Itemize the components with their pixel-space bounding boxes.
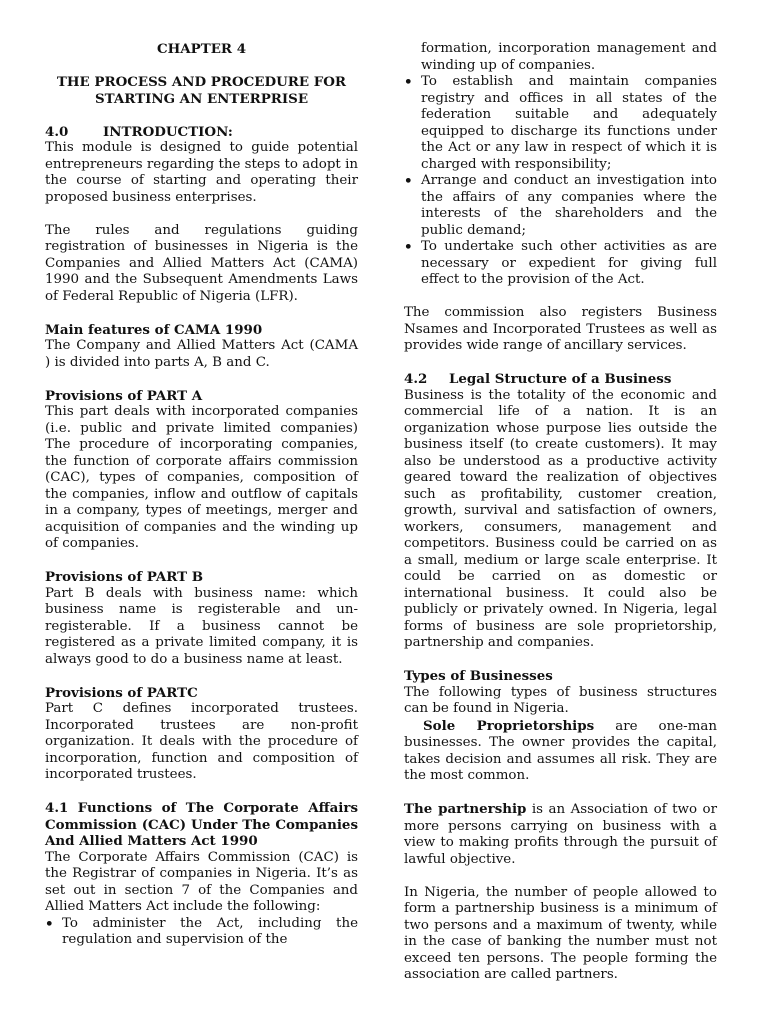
commission-paragraph: The commission also registers Business Nsames and Incorporated Trustees as well as provides wide range of ancillary services. xyxy=(404,305,717,353)
sole-proprietorship-term: Sole Proprietorships xyxy=(423,717,595,734)
sole-proprietorship-text: are one-man businesses. The owner provides the capital, takes decision and assumes all risk. They are the most common. xyxy=(404,718,717,783)
chapter-title-line2: STARTING AN ENTERPRISE xyxy=(94,90,309,107)
intro-number: 4.0 xyxy=(45,123,69,140)
cac-functions-heading: 4.1 Functions of The Corporate Affairs Commission (CAC) Under The Companies And Allied Matters Act 1990 xyxy=(45,800,358,849)
cac-bullet-2: • To establish and maintain companies registry and offices in all states of the federation suitable and adequately equipped to discharge its functions under the Act or any law in respect of which it is charged with responsibility; xyxy=(404,74,717,173)
part-c-paragraph: Part C defines incorporated trustees. Incorporated trustees are non-profit organization. It deals with the procedure of incorporation, function and composition of incorporated trustees. xyxy=(45,701,358,782)
sole-proprietorship-paragraph xyxy=(404,718,717,785)
types-paragraph: The following types of business structures can be found in Nigeria. xyxy=(404,684,717,716)
cac-functions-list xyxy=(45,916,358,949)
legal-structure-paragraph: Business is the totality of the economic and commercial life of a nation. It is an organization whose purpose lies outside the business itself (to create customers). It may also be understood as a productive activity geared toward the realization of objectives such as profitability, customer creation, growth, survival and satisfaction of owners, workers, consumers, management and competitors. Business could be carried on as a small, medium or large scale enterprise. It could be carried on as domestic or international business. It could also be publicly or privately owned. In Nigeria, legal forms of business are sole proprietorship, partnership and companies. xyxy=(404,387,717,650)
intro-heading xyxy=(45,124,358,141)
partnership-paragraph xyxy=(404,801,717,868)
legal-structure-heading xyxy=(404,371,717,388)
chapter-label: CHAPTER 4 xyxy=(156,41,247,57)
legal-structure-number: 4.2 xyxy=(404,371,428,387)
cac-bullet-4: • To undertake such other activities as are necessary or expedient for giving full effect to the provision of the Act. xyxy=(404,239,717,289)
intro-paragraph-1: This module is designed to guide potential entrepreneurs regarding the steps to adopt in the course of starting and operating their proposed business enterprises. xyxy=(45,140,358,205)
left-column xyxy=(45,41,358,949)
cac-bullet-1: • To administer the Act, including the regulation and supervision of the xyxy=(45,916,358,949)
right-column xyxy=(404,41,717,984)
partnership-text: is an Association of two or more persons carrying on business with a view to making profits through the pursuit of lawful objective. xyxy=(404,802,717,867)
part-b-paragraph: Part B deals with business name: which business name is registerable and un-registerable. If a business cannot be registered as a private limited company, it is always good to do a business name at least. xyxy=(45,585,358,667)
chapter-title-line1: THE PROCESS AND PROCEDURE FOR xyxy=(56,74,347,90)
part-c-heading: Provisions of PARTC xyxy=(45,684,198,701)
cac-functions-list-continued xyxy=(404,41,717,289)
types-heading: Types of Businesses xyxy=(404,668,553,684)
part-a-heading: Provisions of PART A xyxy=(45,387,203,404)
cac-bullet-3: • Arrange and conduct an investigation into the affairs of any companies where the interests of the shareholders and the public demand; xyxy=(404,173,717,239)
legal-structure-heading-text: Legal Structure of a Business xyxy=(449,371,672,387)
partnership-term: The partnership xyxy=(404,801,527,817)
main-features-heading: Main features of CAMA 1990 xyxy=(45,321,263,338)
cac-paragraph: The Corporate Affairs Commission (CAC) is the Registrar of companies in Nigeria. It’s as set out in section 7 of the Companies and Allied Matters Act include the following: xyxy=(45,849,358,914)
cac-bullet-1-continued: formation, incorporation management and winding up of companies. xyxy=(421,41,717,73)
main-features-paragraph: The Company and Allied Matters Act (CAMA ) is divided into parts A, B and C. xyxy=(45,338,358,370)
part-a-paragraph: This part deals with incorporated companies (i.e. public and private limited companies) The procedure of incorporating companies, the function of corporate affairs commission (CAC), types of companies, composition of the companies, inflow and outflow of capitals in a company, types of meetings, merger and acquisition of companies and the winding up of companies. xyxy=(45,404,358,551)
intro-paragraph-2: The rules and regulations guiding registration of businesses in Nigeria is the Companies and Allied Matters Act (CAMA) 1990 and the Subsequent Amendments Laws of Federal Republic of Nigeria (LFR). xyxy=(45,222,358,304)
part-b-heading: Provisions of PART B xyxy=(45,569,204,585)
nigeria-partnership-paragraph: In Nigeria, the number of people allowed to form a partnership business is a minimum of two persons and a maximum of twenty, while in the case of banking the number must not exceed ten persons. The people forming the association are called partners. xyxy=(404,884,717,982)
intro-heading-text: INTRODUCTION: xyxy=(103,123,233,140)
